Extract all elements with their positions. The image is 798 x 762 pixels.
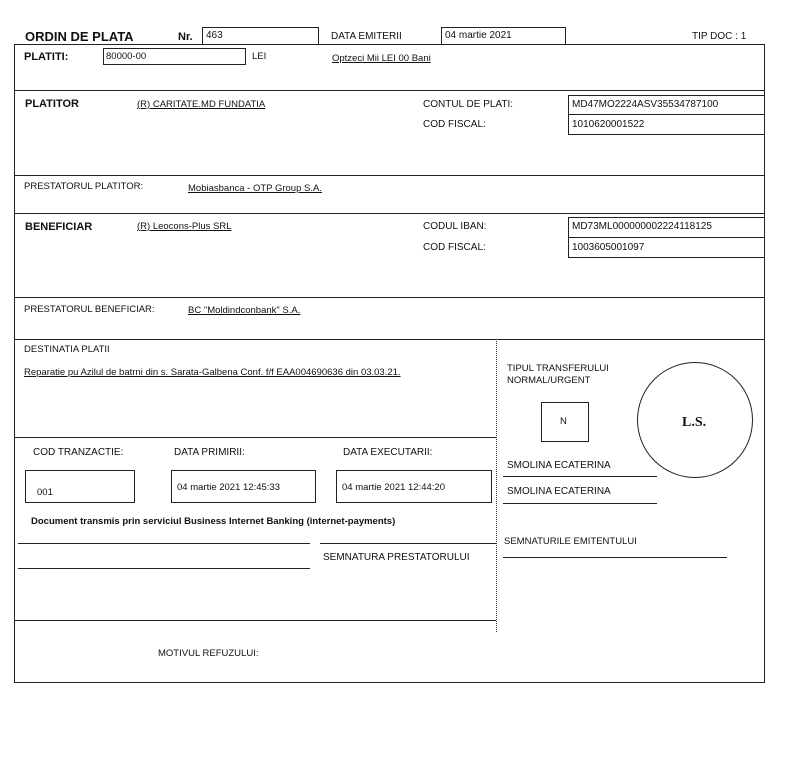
beneficiary-iban-label: CODUL IBAN: bbox=[423, 221, 487, 232]
amount-box bbox=[103, 48, 246, 65]
number-label: Nr. bbox=[178, 31, 193, 43]
payer-account-value: MD47MO2224ASV35534787100 bbox=[572, 99, 719, 110]
amount-label: PLATITI: bbox=[24, 51, 69, 63]
seal-label: L.S. bbox=[682, 415, 707, 430]
payer-provider-value: Mobiasbanca - OTP Group S.A. bbox=[188, 183, 322, 194]
payer-fiscal-label: COD FISCAL: bbox=[423, 119, 486, 130]
provider-signature-label: SEMNATURA PRESTATORULUI bbox=[323, 552, 470, 563]
signer-1-line bbox=[503, 476, 657, 477]
main-frame bbox=[14, 44, 765, 683]
payer-fiscal-value: 1010620001522 bbox=[572, 119, 645, 130]
transfer-type-box bbox=[541, 402, 589, 442]
destination-label: DESTINATIA PLATII bbox=[24, 344, 110, 355]
beneficiary-values-top-line bbox=[568, 217, 765, 218]
received-date-box bbox=[171, 470, 316, 503]
executed-date-box bbox=[336, 470, 492, 503]
beneficiary-provider-value: BC "Moldindconbank" S.A. bbox=[188, 305, 301, 316]
divider bbox=[14, 297, 765, 298]
signer-2: SMOLINA ECATERINA bbox=[507, 486, 611, 497]
divider bbox=[568, 114, 765, 115]
issue-date-value: 04 martie 2021 bbox=[445, 30, 512, 41]
doc-type: TIP DOC : 1 bbox=[692, 31, 747, 42]
seal-circle bbox=[637, 362, 753, 478]
payer-provider-label: PRESTATORUL PLATITOR: bbox=[24, 181, 144, 192]
refusal-reason-label: MOTIVUL REFUZULUI: bbox=[158, 648, 259, 659]
divider bbox=[568, 257, 765, 258]
signer-2-line bbox=[503, 503, 657, 504]
issuer-signature-line bbox=[503, 557, 727, 558]
signer-1: SMOLINA ECATERINA bbox=[507, 460, 611, 471]
amount-in-words: Optzeci Mii LEI 00 Bani bbox=[332, 53, 431, 64]
divider bbox=[14, 339, 765, 340]
issue-date-label: DATA EMITERII bbox=[331, 31, 402, 42]
payer-values-top-line bbox=[568, 95, 765, 96]
payer-name: (R) CARITATE.MD FUNDATIA bbox=[137, 99, 266, 110]
transfer-type-label: TIPUL TRANSFERULUI bbox=[507, 363, 609, 374]
beneficiary-name: (R) Leocons-Plus SRL bbox=[137, 221, 232, 232]
transaction-code-value: 001 bbox=[37, 487, 53, 498]
number-box bbox=[202, 27, 319, 45]
beneficiary-fiscal-value: 1003605001097 bbox=[572, 242, 645, 253]
issue-date-box bbox=[441, 27, 566, 45]
payer-account-label: CONTUL DE PLATI: bbox=[423, 99, 514, 110]
divider bbox=[14, 620, 496, 621]
issuer-signatures-label: SEMNATURILE EMITENTULUI bbox=[504, 536, 637, 547]
payer-label: PLATITOR bbox=[25, 98, 79, 110]
divider bbox=[568, 134, 765, 135]
transaction-code-label: COD TRANZACTIE: bbox=[33, 447, 124, 458]
beneficiary-fiscal-label: COD FISCAL: bbox=[423, 242, 486, 253]
divider bbox=[14, 90, 765, 91]
transfer-type-value: N bbox=[560, 416, 567, 427]
beneficiary-iban-value: MD73ML000000002224118125 bbox=[572, 221, 712, 232]
internet-banking-notice: Document transmis prin serviciul Business Internet Banking (internet-payments) bbox=[31, 516, 396, 527]
signature-line bbox=[18, 543, 310, 544]
transaction-code-box bbox=[25, 470, 135, 503]
amount-value: 80000-00 bbox=[106, 51, 147, 62]
received-date-label: DATA PRIMIRII: bbox=[174, 447, 245, 458]
divider bbox=[14, 175, 765, 176]
beneficiary-provider-label: PRESTATORUL BENEFICIAR: bbox=[24, 304, 155, 315]
received-date-value: 04 martie 2021 12:45:33 bbox=[177, 482, 280, 493]
transfer-type-sublabel: NORMAL/URGENT bbox=[507, 375, 591, 386]
destination-value: Reparatie pu Azilul de batrni din s. Sarata-Galbena Conf. f/f EAA004690636 din 03.03.21. bbox=[24, 367, 401, 378]
signature-line bbox=[320, 543, 496, 544]
number-value: 463 bbox=[206, 30, 223, 41]
divider bbox=[14, 437, 496, 438]
divider bbox=[568, 237, 765, 238]
divider bbox=[14, 213, 765, 214]
executed-date-label: DATA EXECUTARII: bbox=[343, 447, 433, 458]
dotted-separator bbox=[496, 339, 497, 632]
beneficiary-label: BENEFICIAR bbox=[25, 221, 93, 233]
currency-label: LEI bbox=[252, 51, 267, 62]
executed-date-value: 04 martie 2021 12:44:20 bbox=[342, 482, 445, 493]
signature-line bbox=[18, 568, 310, 569]
document-title: ORDIN DE PLATA bbox=[25, 29, 134, 44]
